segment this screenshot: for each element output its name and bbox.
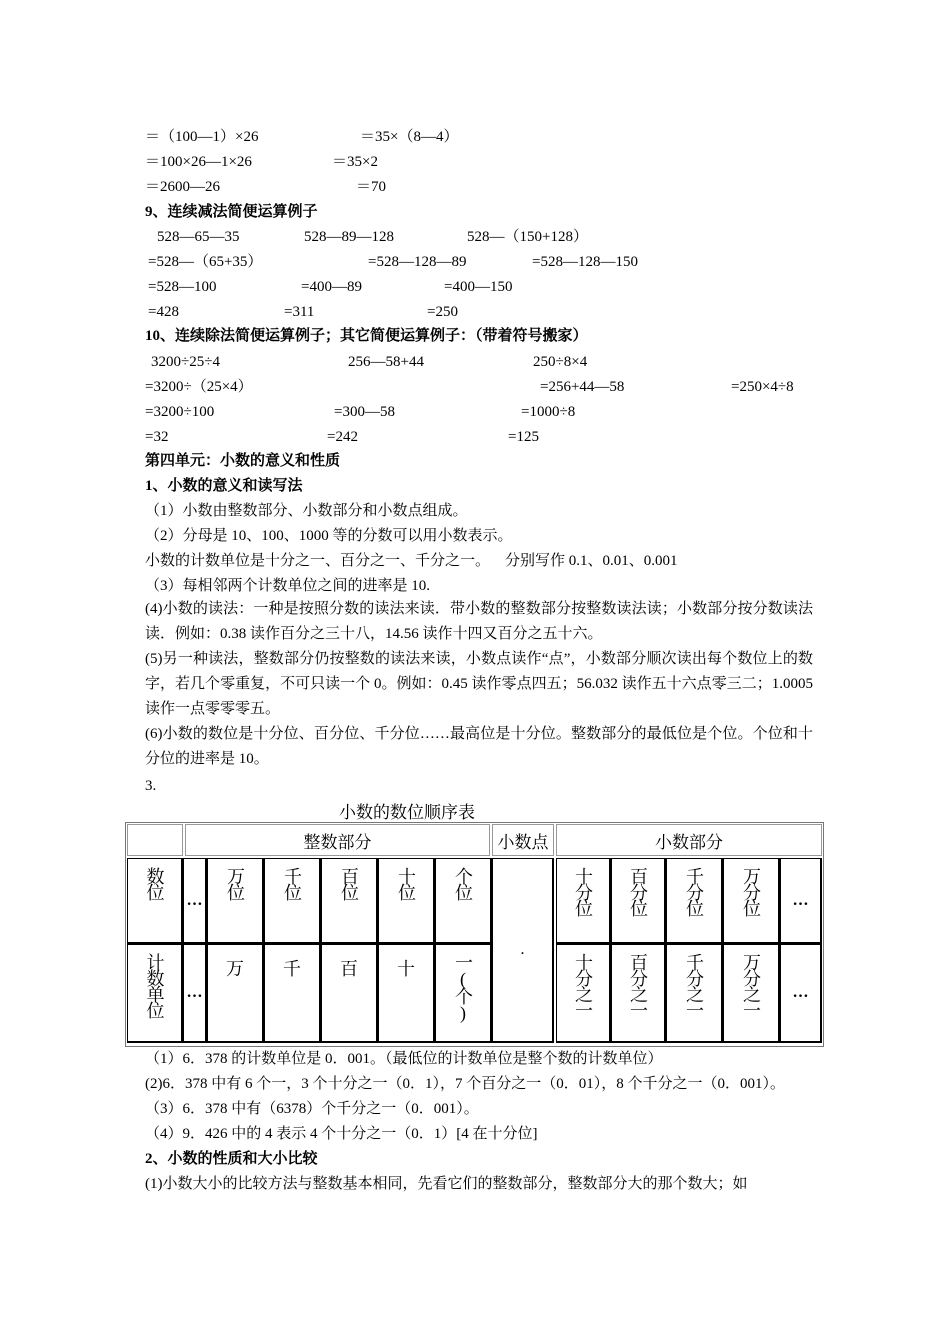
table-caption: 小数的数位顺序表 xyxy=(339,803,475,822)
header-decimal-part-label: 小数部分 xyxy=(655,832,723,852)
int-place-cell xyxy=(207,858,264,944)
dec-place-cell xyxy=(611,858,666,944)
calc-line: ＝35×2 xyxy=(332,154,378,170)
calc-line: 528—65—35 xyxy=(157,229,240,245)
calc-line: 256—58+44 xyxy=(348,354,424,370)
decimal-point-symbol: . xyxy=(520,941,525,958)
calc-line: =125 xyxy=(508,429,539,445)
cell-text: 个位 xyxy=(453,867,473,899)
section-10-title: 10、连续除法简便运算例子；其它简便运算例子：（带着符号搬家） xyxy=(145,328,588,344)
int-unit-cell xyxy=(321,944,378,1043)
paragraph: (1)小数大小的比较方法与整数基本相同，先看它们的整数部分，整数部分大的那个数大；如 xyxy=(145,1176,748,1192)
paragraph: （3）每相邻两个计数单位之间的进率是 10. xyxy=(145,578,431,594)
int-unit-cell xyxy=(378,944,435,1043)
cell-text: 百 xyxy=(340,959,358,979)
int-place-cell xyxy=(264,858,321,944)
calc-line: =256+44—58 xyxy=(540,379,625,395)
dec-place-cell xyxy=(666,858,723,944)
subsection-1-title: 1、小数的意义和读写法 xyxy=(145,478,303,494)
calc-line: =400—89 xyxy=(301,279,362,295)
int-unit-cell xyxy=(207,944,264,1043)
calc-line: ＝70 xyxy=(356,179,387,195)
calc-line: 528—89—128 xyxy=(304,229,394,245)
calc-line: ＝（100—1）×26 xyxy=(145,129,259,145)
calc-line: =528—（65+35） xyxy=(148,254,263,270)
calc-line: =250×4÷8 xyxy=(731,379,794,395)
calc-line: =528—128—150 xyxy=(532,254,638,270)
cell-text: 百位 xyxy=(339,867,359,899)
row-label-place xyxy=(127,858,183,944)
paragraph: 3. xyxy=(145,778,157,794)
cell-text: 万分之一 xyxy=(741,953,761,1017)
ellipsis-cell xyxy=(183,944,207,1043)
calc-line: =528—100 xyxy=(148,279,217,295)
calc-line: =3200÷（25×4） xyxy=(145,379,253,395)
cell-text: 万 xyxy=(226,959,244,979)
cell-text: 千 xyxy=(283,959,301,979)
header-decimal-point-label: 小数点 xyxy=(497,832,549,852)
calc-line: =32 xyxy=(145,429,169,445)
int-place-cell xyxy=(321,858,378,944)
ellipsis: … xyxy=(792,891,809,909)
dec-unit-cell xyxy=(611,944,666,1043)
calc-line: ＝2600—26 xyxy=(145,179,221,195)
calc-line: =300—58 xyxy=(334,404,395,420)
row-label-text: 计数单位 xyxy=(144,953,165,1017)
cell-text: 十 xyxy=(397,959,415,979)
paragraph: (4)小数的读法：一种是按照分数的读法来读．带小数的整数部分按整数读法读；小数部分按分数读法读．例如：0.38 读作百分之三十八，14.56 读作十四又百分之五十六。 xyxy=(145,601,813,642)
cell-text: 十分之一 xyxy=(573,953,593,1017)
unit-4-title: 第四单元：小数的意义和性质 xyxy=(145,453,341,469)
calc-line: =428 xyxy=(148,304,179,320)
calc-line: =400—150 xyxy=(444,279,513,295)
calc-line: 250÷8×4 xyxy=(533,354,588,370)
calc-line: =242 xyxy=(327,429,358,445)
int-unit-cell xyxy=(264,944,321,1043)
ellipsis-cell xyxy=(780,944,822,1043)
decimal-point-cell xyxy=(492,858,554,1043)
cell-text: 千分之一 xyxy=(684,953,704,1017)
paragraph: （3）6．378 中有（6378）个千分之一（0．001）。 xyxy=(145,1101,479,1117)
header-integer-part xyxy=(185,824,490,856)
cell-text: 一(个) xyxy=(453,953,473,1021)
header-decimal-part xyxy=(556,824,822,856)
cell-text: 万位 xyxy=(225,867,245,899)
cell-text: 十分位 xyxy=(573,867,593,915)
paragraph: （4）9．426 中的 4 表示 4 个十分之一（0．1）[4 在十分位] xyxy=(145,1126,538,1142)
section-9-title: 9、连续减法简便运算例子 xyxy=(145,204,318,220)
cell-text: 万分位 xyxy=(741,867,761,915)
place-value-table xyxy=(125,822,824,1047)
ellipsis-cell xyxy=(780,858,822,944)
header-decimal-point xyxy=(492,824,554,856)
dec-unit-cell xyxy=(666,944,723,1043)
paragraph: （1）小数由整数部分、小数部分和小数点组成。 xyxy=(145,503,468,519)
calc-line: =528—128—89 xyxy=(368,254,467,270)
dec-place-cell xyxy=(556,858,611,944)
calc-line: =250 xyxy=(427,304,458,320)
calc-line: =1000÷8 xyxy=(521,404,576,420)
calc-line: 3200÷25÷4 xyxy=(151,354,220,370)
ellipsis-cell xyxy=(183,858,207,944)
subsection-2-title: 2、小数的性质和大小比较 xyxy=(145,1151,318,1167)
cell-text: 百分之一 xyxy=(628,953,648,1017)
dec-unit-cell xyxy=(556,944,611,1043)
paragraph: (2)6．378 中有 6 个一，3 个十分之一（0．1），7 个百分之一（0．01），8 个千分之一（0．001）。 xyxy=(145,1076,785,1092)
dec-place-cell xyxy=(723,858,780,944)
row-label-unit xyxy=(127,944,183,1043)
calc-line: =311 xyxy=(284,304,315,320)
ellipsis: … xyxy=(186,891,203,909)
ellipsis: … xyxy=(792,984,809,1001)
paragraph: 小数的计数单位是十分之一、百分之一、千分之一。 分别写作 0.1、0.01、0.001 xyxy=(145,553,678,569)
calc-line: =3200÷100 xyxy=(145,404,215,420)
paragraph: （2）分母是 10、100、1000 等的分数可以用小数表示。 xyxy=(145,528,513,544)
calc-line: ＝100×26—1×26 xyxy=(145,154,252,170)
int-place-cell xyxy=(378,858,435,944)
int-place-cell xyxy=(435,858,492,944)
header-integer-part-label: 整数部分 xyxy=(303,832,372,852)
paragraph: (5)另一种读法，整数部分仍按整数的读法来读，小数点读作“点”，小数部分顺次读出每个数位上的数字，若几个零重复，不可只读一个 0。例如：0.45 读作零点四五；56.032 读作五十六点零三二；1.0005 读作一点零零零五。 xyxy=(145,651,813,717)
paragraph: （1）6．378 的计数单位是 0．001。（最低位的计数单位是整个数的计数单位） xyxy=(145,1051,663,1067)
paragraph: (6)小数的数位是十分位、百分位、千分位……最高位是十分位。整数部分的最低位是个位。个位和十分位的进率是 10。 xyxy=(145,726,813,767)
cell-text: 十位 xyxy=(396,867,416,899)
ellipsis: … xyxy=(186,984,203,1001)
dec-unit-cell xyxy=(723,944,780,1043)
int-unit-cell xyxy=(435,944,492,1043)
cell-text: 千位 xyxy=(282,867,302,899)
header-empty-cell xyxy=(127,824,183,856)
cell-text: 百分位 xyxy=(628,867,648,915)
calc-line: ＝35×（8—4） xyxy=(360,129,459,145)
calc-line: 528—（150+128） xyxy=(467,229,588,245)
cell-text: 千分位 xyxy=(684,867,704,915)
row-label-text: 数位 xyxy=(144,867,165,899)
